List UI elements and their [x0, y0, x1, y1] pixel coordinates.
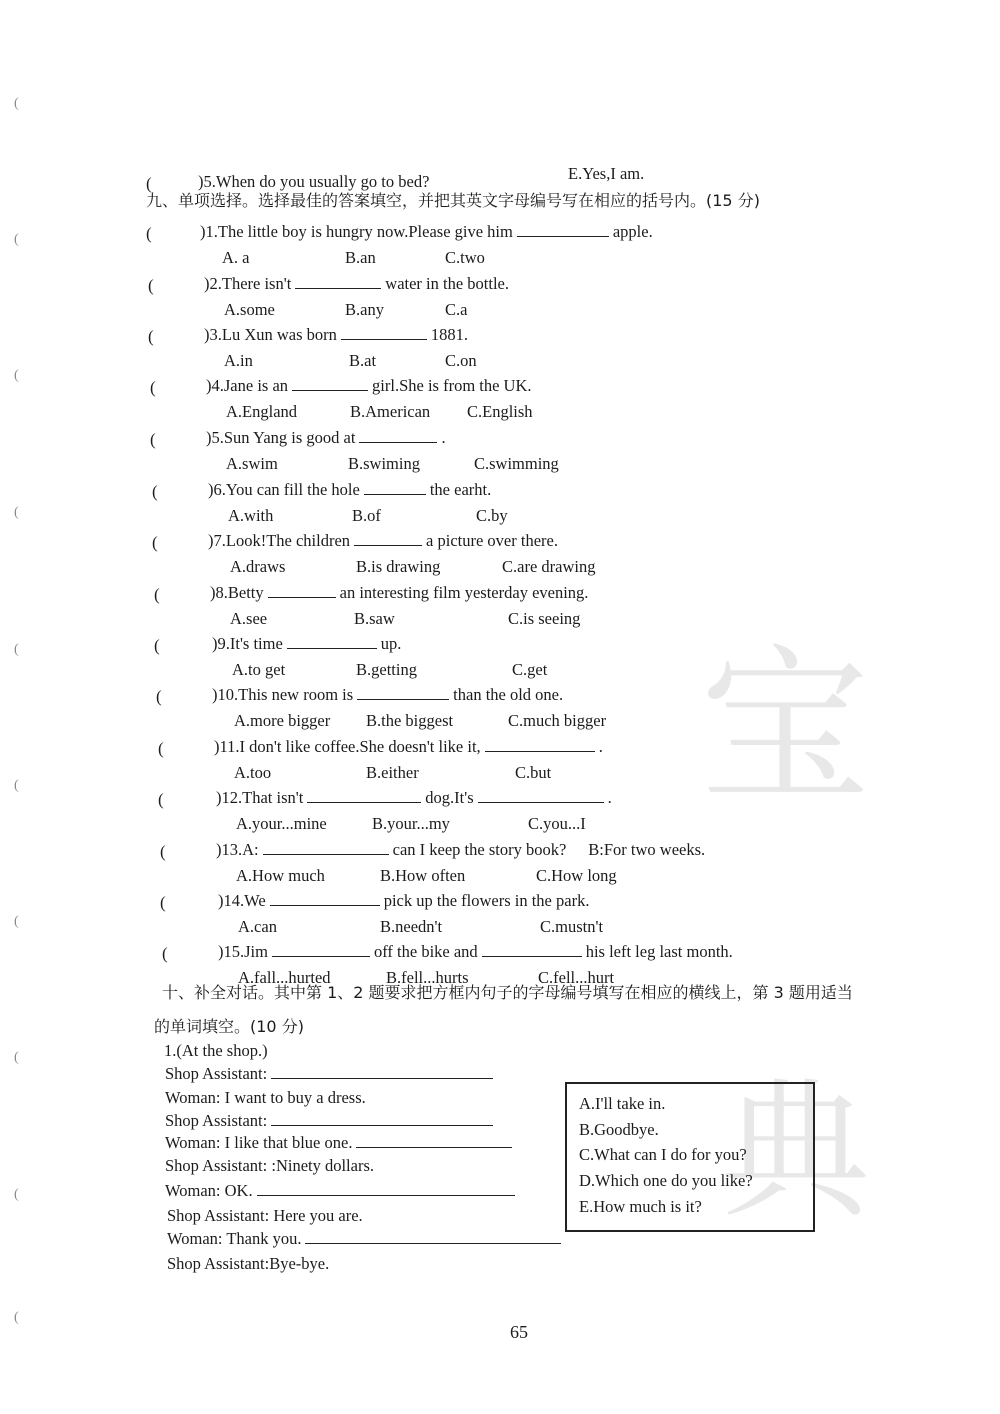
option-c: C.you...I — [528, 814, 586, 833]
option-a: A.How much — [236, 866, 325, 885]
binding-mark: ( — [14, 642, 19, 657]
question-text: than the old one. — [453, 685, 564, 704]
option-c: C.much bigger — [508, 711, 607, 730]
answer-blank[interactable] — [305, 1229, 561, 1244]
dialog-line — [167, 1254, 329, 1274]
answer-blank[interactable] — [482, 942, 582, 957]
dialog-text: Shop Assistant: — [165, 1111, 268, 1130]
question-text: )12.That isn't — [216, 788, 304, 807]
question-stem — [212, 634, 401, 654]
option-b: B.saw — [354, 609, 395, 628]
option-b: B.swiming — [348, 454, 420, 473]
answer-paren[interactable]: ( — [146, 224, 152, 243]
question-text: . — [607, 788, 612, 807]
answer-paren[interactable]: ( — [154, 585, 160, 604]
question-text: )14.We — [218, 891, 266, 910]
question-stem — [208, 480, 491, 500]
page-number: 65 — [510, 1322, 528, 1342]
question-text: )3.Lu Xun was born — [204, 325, 337, 344]
section-title: 十、补全对话。其中第 1、2 题要求把方框内句子的字母编号填写在相应的横线上，第 3 题用适当 — [162, 983, 853, 1002]
option-a: A.swim — [226, 454, 278, 473]
option-a: A.England — [226, 402, 298, 421]
answer-blank[interactable] — [272, 942, 370, 957]
option-b: B.How often — [380, 866, 466, 885]
question-text: an interesting film yesterday evening. — [339, 583, 589, 602]
dialog-line — [165, 1156, 374, 1176]
answer-blank[interactable] — [268, 583, 336, 598]
dialog-line — [165, 1133, 516, 1153]
option-c: C.get — [512, 660, 548, 679]
answer-blank[interactable] — [364, 480, 426, 495]
option-b: B.needn't — [380, 917, 443, 936]
box-option: A.I'll take in. — [579, 1094, 666, 1113]
question-stem — [218, 942, 733, 962]
box-option: C.What can I do for you? — [579, 1145, 747, 1164]
option-c: C.mustn't — [540, 917, 604, 936]
option-a: A. a — [222, 248, 250, 267]
option-c: C.but — [515, 763, 552, 782]
sentence-box — [565, 1082, 815, 1232]
binding-mark: ( — [14, 914, 19, 929]
binding-mark: ( — [14, 1050, 19, 1065]
option-b: B.at — [349, 351, 377, 370]
option-a: A.fall...hurted — [238, 968, 331, 987]
answer-blank[interactable] — [263, 840, 389, 855]
answer-paren[interactable]: ( — [152, 533, 158, 552]
answer-paren[interactable]: ( — [158, 790, 164, 809]
dialog-line — [165, 1064, 497, 1084]
question-text: )15.Jim — [218, 942, 268, 961]
watermark-char: 宝 — [700, 629, 871, 827]
dialog-text: Shop Assistant: :Ninety dollars. — [165, 1156, 375, 1175]
answer-blank[interactable] — [295, 274, 381, 289]
dialog-line — [165, 1181, 519, 1201]
option-c: C.English — [467, 402, 533, 421]
answer-blank[interactable] — [357, 685, 449, 700]
question-text: )1.The little boy is hungry now.Please give him — [200, 222, 513, 241]
option-b: B.your...my — [372, 814, 450, 833]
binding-mark: ( — [14, 1310, 19, 1325]
answer-paren: ( — [146, 174, 152, 193]
dialog-text: Woman: I like that blue one. — [165, 1133, 353, 1152]
option-b: B.of — [352, 506, 381, 525]
question-text: off the bike and — [373, 942, 478, 961]
question-text: his left leg last month. — [585, 942, 733, 961]
dialog-title: 1.(At the shop.) — [164, 1041, 268, 1060]
option-b: B.is drawing — [356, 557, 441, 576]
binding-mark: ( — [14, 96, 19, 111]
question-text: )9.It's time — [212, 634, 283, 653]
answer-blank[interactable] — [292, 376, 368, 391]
question-text: . — [441, 428, 446, 447]
answer-blank[interactable] — [517, 222, 609, 237]
question-stem — [204, 325, 468, 345]
answer-option: E.Yes,I am. — [568, 164, 645, 183]
option-b: B.the biggest — [366, 711, 454, 730]
option-c: C.is seeing — [508, 609, 581, 628]
dialog-text: Shop Assistant: — [165, 1064, 268, 1083]
dialog-text: Woman: Thank you. — [167, 1229, 302, 1248]
question-text: )7.Look!The children — [208, 531, 351, 550]
question-stem — [206, 376, 532, 396]
answer-paren[interactable]: ( — [160, 893, 166, 912]
dialog-line — [165, 1111, 497, 1131]
answer-paren[interactable]: ( — [150, 378, 156, 397]
option-a: A.can — [238, 917, 277, 936]
option-b: B.fell...hurts — [386, 968, 469, 987]
question-text: )13.A: — [216, 840, 259, 859]
dialog-text: Woman: I want to buy a dress. — [165, 1088, 366, 1107]
option-a: A.see — [230, 609, 268, 628]
question-text: water in the bottle. — [385, 274, 509, 293]
question-stem — [216, 840, 705, 860]
question-text: )4.Jane is an — [206, 376, 289, 395]
option-a: A.your...mine — [236, 814, 327, 833]
question-text: . — [598, 737, 603, 756]
question-text: apple. — [612, 222, 653, 241]
answer-blank[interactable] — [341, 325, 427, 340]
question-text: up. — [380, 634, 402, 653]
dialog-text: Woman: OK. — [165, 1181, 253, 1200]
question-text: the earht. — [429, 480, 492, 499]
question-text: can I keep the story book? — [392, 840, 567, 859]
answer-blank[interactable] — [356, 1133, 512, 1148]
question-text: )5.When do you usually go to bed? — [198, 172, 430, 191]
question-text: girl.She is from the UK. — [372, 376, 532, 395]
question-stem — [214, 737, 603, 757]
question-stem — [210, 583, 588, 603]
section-title-continued: 的单词填空。(10 分) — [154, 1017, 304, 1036]
option-c: C.fell...hurt — [538, 968, 615, 987]
option-a: A.some — [224, 300, 275, 319]
section-title: 九、单项选择。选择最佳的答案填空，并把其英文字母编号写在相应的括号内。(15 分) — [146, 191, 760, 210]
question-text: 1881. — [430, 325, 469, 344]
option-b: B.getting — [356, 660, 417, 679]
answer-paren[interactable]: ( — [154, 636, 160, 655]
answer-paren[interactable]: ( — [148, 276, 154, 295]
option-a: A.to get — [232, 660, 286, 679]
box-option: D.Which one do you like? — [579, 1171, 753, 1190]
question-text: )2.There isn't — [204, 274, 292, 293]
question-stem — [204, 274, 509, 294]
answer-paren[interactable]: ( — [158, 739, 164, 758]
question-text: )8.Betty — [210, 583, 264, 602]
answer-blank[interactable] — [257, 1181, 515, 1196]
answer-paren[interactable]: ( — [162, 944, 168, 963]
answer-paren[interactable]: ( — [152, 482, 158, 501]
question-text: a picture over there. — [426, 531, 558, 550]
dialog-text: Shop Assistant: Here you are. — [167, 1206, 363, 1225]
option-a: A.too — [234, 763, 272, 782]
question-text: pick up the flowers in the park. — [383, 891, 590, 910]
answer-blank[interactable] — [485, 737, 595, 752]
question-stem — [212, 685, 563, 705]
dialog-text: Shop Assistant:Bye-bye. — [167, 1254, 330, 1273]
box-option: B.Goodbye. — [579, 1120, 659, 1139]
answer-paren[interactable]: ( — [156, 687, 162, 706]
box-option: E.How much is it? — [579, 1197, 702, 1216]
answer-paren[interactable]: ( — [148, 327, 154, 346]
answer-blank[interactable] — [359, 428, 437, 443]
option-c: C.two — [445, 248, 485, 267]
question-text: B:For two weeks. — [588, 840, 706, 859]
option-a: A.in — [224, 351, 253, 370]
dialog-line — [167, 1206, 363, 1226]
answer-blank[interactable] — [287, 634, 377, 649]
binding-mark: ( — [14, 505, 19, 520]
dialog-line — [167, 1229, 565, 1249]
option-a: A.more bigger — [234, 711, 331, 730]
option-b: B.American — [350, 402, 431, 421]
question-text: )6.You can fill the hole — [208, 480, 360, 499]
option-c: C.on — [445, 351, 477, 370]
question-stem — [218, 891, 589, 911]
question-stem — [206, 428, 446, 448]
binding-mark: ( — [14, 1187, 19, 1202]
option-c: C.by — [476, 506, 508, 525]
question-text: dog.It's — [425, 788, 474, 807]
option-b: B.an — [345, 248, 376, 267]
binding-mark: ( — [14, 232, 19, 247]
option-c: C.How long — [536, 866, 617, 885]
answer-blank[interactable] — [271, 1064, 493, 1079]
question-stem — [208, 531, 558, 551]
option-b: B.either — [366, 763, 419, 782]
option-b: B.any — [345, 300, 384, 319]
option-a: A.with — [228, 506, 274, 525]
answer-blank[interactable] — [478, 788, 604, 803]
question-text: )5.Sun Yang is good at — [206, 428, 356, 447]
question-text: )11.I don't like coffee.She doesn't like it, — [214, 737, 481, 756]
answer-paren[interactable]: ( — [160, 842, 166, 861]
answer-blank[interactable] — [354, 531, 422, 546]
question-stem — [200, 222, 653, 242]
option-c: C.are drawing — [502, 557, 596, 576]
dialog-line — [165, 1088, 366, 1108]
watermark-char: 典 — [720, 1065, 871, 1239]
answer-paren[interactable]: ( — [150, 430, 156, 449]
question-text: )10.This new room is — [212, 685, 354, 704]
question-stem — [216, 788, 612, 808]
answer-blank[interactable] — [307, 788, 421, 803]
binding-mark: ( — [14, 778, 19, 793]
answer-blank[interactable] — [270, 891, 380, 906]
answer-blank[interactable] — [271, 1111, 493, 1126]
option-c: C.a — [445, 300, 468, 319]
option-c: C.swimming — [474, 454, 559, 473]
binding-mark: ( — [14, 368, 19, 383]
option-a: A.draws — [230, 557, 286, 576]
